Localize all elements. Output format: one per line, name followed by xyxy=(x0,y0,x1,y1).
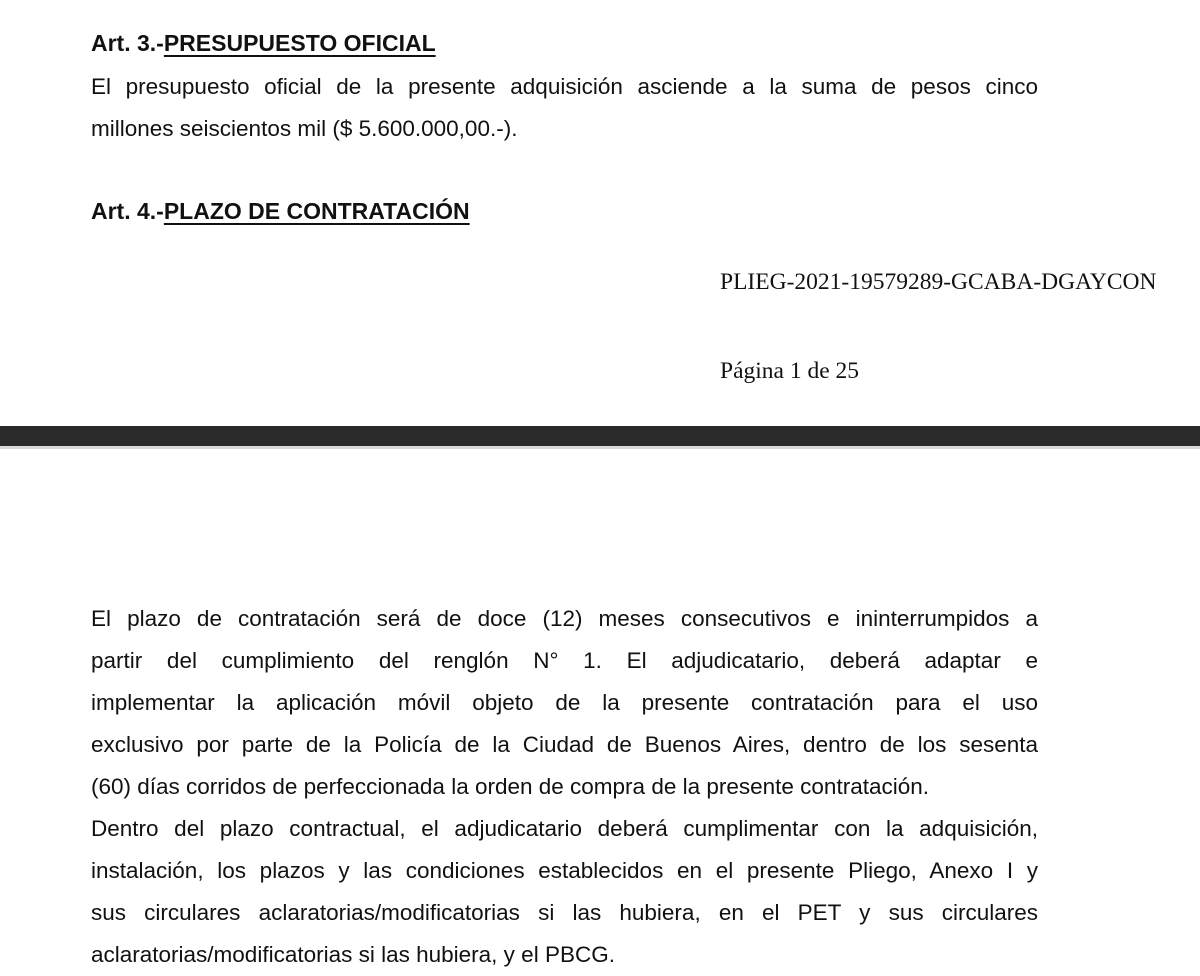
art4-line-3: implementar la aplicación móvil objeto de la presente contratación para el uso xyxy=(91,690,1038,715)
page-number: Página 1 de 25 xyxy=(720,358,860,384)
art4-title: PLAZO DE CONTRATACIÓN xyxy=(163,198,470,224)
art4-prefix: Art. 4.- xyxy=(91,198,164,224)
art3-paragraph xyxy=(91,66,1038,150)
art4-line-4: exclusivo por parte de la Policía de la Ciudad de Buenos Aires, dentro de los sesenta xyxy=(91,732,1038,757)
art4-heading xyxy=(91,198,470,225)
art4-line-1: El plazo de contratación será de doce (12) meses consecutivos e ininterrumpidos a xyxy=(91,606,1038,631)
art4-line-6: Dentro del plazo contractual, el adjudicatario deberá cumplimentar con la adquisición, xyxy=(91,816,1038,841)
art4-paragraph xyxy=(91,598,1038,976)
art4-line-2: partir del cumplimiento del renglón N° 1. El adjudicatario, deberá adaptar e xyxy=(91,648,1038,673)
art4-line-5: (60) días corridos de perfeccionada la orden de compra de la presente contratación. xyxy=(91,774,929,799)
art3-heading xyxy=(91,30,436,57)
art3-prefix: Art. 3.- xyxy=(91,30,164,56)
page-break-shadow xyxy=(0,446,1200,449)
art4-line-9: aclaratorias/modificatorias si las hubiera, y el PBCG. xyxy=(91,942,615,967)
art3-line-2: millones seiscientos mil ($ 5.600.000,00.-). xyxy=(91,116,518,141)
art3-title: PRESUPUESTO OFICIAL xyxy=(163,30,436,56)
art4-line-8: sus circulares aclaratorias/modificatorias si las hubiera, en el PET y sus circulares xyxy=(91,900,1038,925)
page-break-divider xyxy=(0,426,1200,446)
art4-line-7: instalación, los plazos y las condiciones establecidos en el presente Pliego, Anexo I y xyxy=(91,858,1038,883)
art3-line-1: El presupuesto oficial de la presente adquisición asciende a la suma de pesos cinco xyxy=(91,74,1038,99)
document-id: PLIEG-2021-19579289-GCABA-DGAYCON xyxy=(720,269,1157,295)
